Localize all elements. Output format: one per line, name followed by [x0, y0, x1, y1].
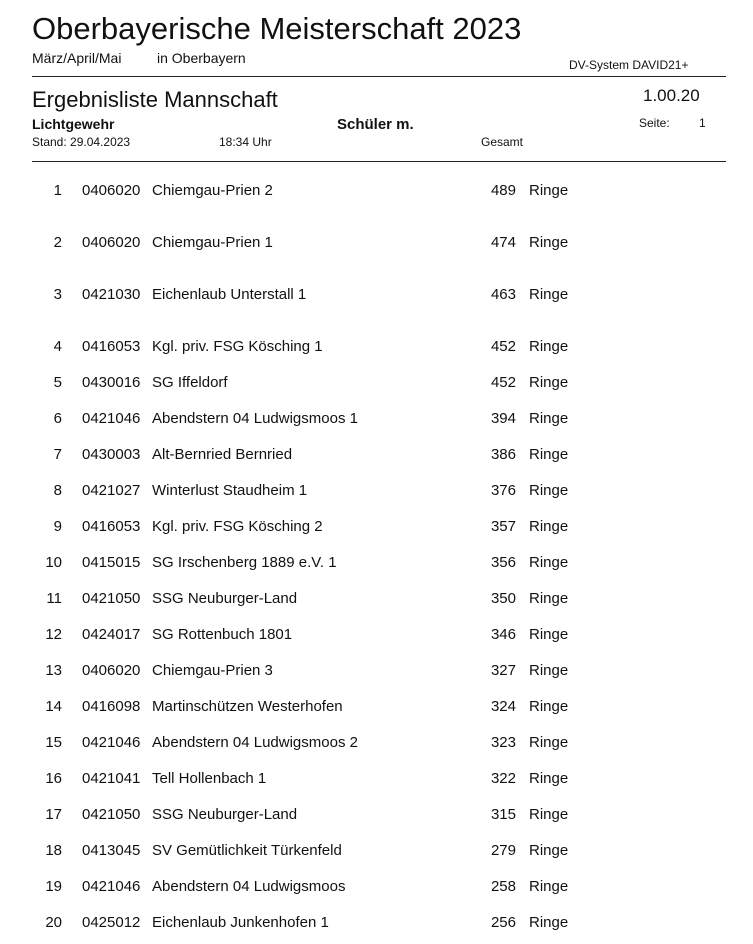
- result-unit: Ringe: [529, 182, 569, 199]
- result-unit: Ringe: [529, 626, 569, 643]
- result-club-id: 0421041: [82, 770, 141, 787]
- result-rank: 15: [45, 734, 62, 751]
- result-club-id: 0421050: [82, 590, 141, 607]
- result-rank: 6: [53, 410, 62, 427]
- result-club-id: 0406020: [82, 234, 141, 251]
- result-team-name: Eichenlaub Junkenhofen 1: [152, 914, 329, 931]
- result-row: [0, 770, 753, 792]
- result-club-id: 0416098: [82, 698, 141, 715]
- result-score: 357: [490, 518, 516, 535]
- result-club-id: 0406020: [82, 182, 141, 199]
- result-team-name: Chiemgau-Prien 1: [152, 234, 273, 251]
- result-score: 386: [490, 446, 516, 463]
- result-rank: 19: [45, 878, 62, 895]
- system-label: DV-System DAVID21+: [569, 58, 689, 72]
- total-column-header: Gesamt: [481, 135, 524, 149]
- result-row: [0, 338, 753, 360]
- result-score: 356: [490, 554, 516, 571]
- result-unit: Ringe: [529, 662, 569, 679]
- result-row: [0, 374, 753, 396]
- result-club-id: 0416053: [82, 338, 141, 355]
- result-rank: 16: [45, 770, 62, 787]
- result-unit: Ringe: [529, 914, 569, 931]
- result-team-name: Abendstern 04 Ludwigsmoos 2: [152, 734, 358, 751]
- result-team-name: Winterlust Staudheim 1: [152, 482, 308, 499]
- result-club-id: 0413045: [82, 842, 141, 859]
- result-club-id: 0421046: [82, 878, 141, 895]
- result-club-id: 0430016: [82, 374, 141, 391]
- result-unit: Ringe: [529, 446, 569, 463]
- result-unit: Ringe: [529, 482, 569, 499]
- result-row: [0, 446, 753, 468]
- result-unit: Ringe: [529, 286, 569, 303]
- result-score: 279: [490, 842, 516, 859]
- result-unit: Ringe: [529, 410, 569, 427]
- result-row: [0, 914, 753, 936]
- result-score: 474: [490, 234, 516, 251]
- result-score: 463: [490, 286, 516, 303]
- result-row: [0, 842, 753, 864]
- result-score: 315: [490, 806, 516, 823]
- result-team-name: Kgl. priv. FSG Kösching 1: [152, 338, 323, 355]
- result-unit: Ringe: [529, 878, 569, 895]
- result-unit: Ringe: [529, 590, 569, 607]
- result-rank: 8: [53, 482, 62, 499]
- result-row: [0, 182, 753, 204]
- result-team-name: Eichenlaub Unterstall 1: [152, 286, 307, 303]
- result-unit: Ringe: [529, 770, 569, 787]
- result-row: [0, 626, 753, 648]
- result-team-name: Tell Hollenbach 1: [152, 770, 267, 787]
- result-team-name: SG Irschenberg 1889 e.V. 1: [152, 554, 337, 571]
- result-team-name: Alt-Bernried Bernried: [152, 446, 293, 463]
- result-row: [0, 286, 753, 308]
- result-team-name: Abendstern 04 Ludwigsmoos: [152, 878, 346, 895]
- result-row: [0, 662, 753, 684]
- stand-date: Stand: 29.04.2023: [32, 135, 131, 149]
- result-team-name: SSG Neuburger-Land: [152, 806, 298, 823]
- result-club-id: 0421046: [82, 734, 141, 751]
- result-unit: Ringe: [529, 518, 569, 535]
- result-rank: 2: [53, 234, 62, 251]
- result-rank: 4: [53, 338, 62, 355]
- stand-time: 18:34 Uhr: [219, 135, 272, 149]
- result-team-name: Martinschützen Westerhofen: [152, 698, 343, 715]
- result-unit: Ringe: [529, 842, 569, 859]
- result-score: 258: [490, 878, 516, 895]
- result-team-name: Kgl. priv. FSG Kösching 2: [152, 518, 323, 535]
- result-row: [0, 878, 753, 900]
- result-unit: Ringe: [529, 806, 569, 823]
- result-team-name: SV Gemütlichkeit Türkenfeld: [152, 842, 342, 859]
- page-number: 1: [699, 116, 706, 130]
- result-rank: 11: [46, 590, 62, 607]
- result-team-name: SG Rottenbuch 1801: [152, 626, 293, 643]
- category: Schüler m.: [337, 116, 414, 133]
- result-score: 323: [490, 734, 516, 751]
- header-divider-bottom: [32, 161, 726, 162]
- result-row: [0, 410, 753, 432]
- result-row: [0, 806, 753, 828]
- result-club-id: 0421030: [82, 286, 141, 303]
- result-score: 350: [490, 590, 516, 607]
- result-rank: 5: [53, 374, 62, 391]
- result-rank: 20: [45, 914, 62, 931]
- page-label: Seite:: [639, 116, 670, 130]
- result-unit: Ringe: [529, 698, 569, 715]
- region: in Oberbayern: [157, 50, 246, 66]
- result-score: 489: [490, 182, 516, 199]
- result-unit: Ringe: [529, 734, 569, 751]
- result-team-name: SG Iffeldorf: [152, 374, 228, 391]
- result-row: [0, 482, 753, 504]
- result-rank: 13: [45, 662, 62, 679]
- result-unit: Ringe: [529, 554, 569, 571]
- result-score: 394: [490, 410, 516, 427]
- result-rank: 1: [53, 182, 62, 199]
- result-unit: Ringe: [529, 338, 569, 355]
- result-row: [0, 518, 753, 540]
- period: März/April/Mai: [32, 50, 122, 66]
- result-score: 322: [490, 770, 516, 787]
- result-rank: 14: [45, 698, 62, 715]
- result-team-name: SSG Neuburger-Land: [152, 590, 298, 607]
- result-score: 256: [490, 914, 516, 931]
- result-rank: 3: [53, 286, 62, 303]
- result-row: [0, 554, 753, 576]
- result-rank: 18: [45, 842, 62, 859]
- result-score: 452: [490, 374, 516, 391]
- result-score: 376: [490, 482, 516, 499]
- result-row: [0, 698, 753, 720]
- header-divider-top: [32, 76, 726, 77]
- result-club-id: 0430003: [82, 446, 141, 463]
- result-club-id: 0421046: [82, 410, 141, 427]
- result-club-id: 0406020: [82, 662, 141, 679]
- result-rank: 17: [45, 806, 62, 823]
- result-rank: 12: [45, 626, 62, 643]
- result-rank: 9: [53, 518, 62, 535]
- result-club-id: 0415015: [82, 554, 141, 571]
- result-score: 346: [490, 626, 516, 643]
- result-team-name: Chiemgau-Prien 3: [152, 662, 273, 679]
- version: 1.00.20: [643, 86, 700, 105]
- result-club-id: 0424017: [82, 626, 141, 643]
- result-unit: Ringe: [529, 374, 569, 391]
- result-team-name: Abendstern 04 Ludwigsmoos 1: [152, 410, 358, 427]
- result-club-id: 0421050: [82, 806, 141, 823]
- result-row: [0, 590, 753, 612]
- result-team-name: Chiemgau-Prien 2: [152, 182, 273, 199]
- discipline: Lichtgewehr: [32, 116, 115, 132]
- result-row: [0, 234, 753, 256]
- result-club-id: 0425012: [82, 914, 141, 931]
- result-club-id: 0421027: [82, 482, 141, 499]
- list-title: Ergebnisliste Mannschaft: [32, 87, 278, 112]
- document-title: Oberbayerische Meisterschaft 2023: [32, 11, 522, 46]
- result-score: 452: [490, 338, 516, 355]
- result-score: 327: [490, 662, 516, 679]
- result-club-id: 0416053: [82, 518, 141, 535]
- result-rank: 7: [53, 446, 62, 463]
- result-rank: 10: [45, 554, 62, 571]
- result-score: 324: [490, 698, 516, 715]
- result-row: [0, 734, 753, 756]
- result-unit: Ringe: [529, 234, 569, 251]
